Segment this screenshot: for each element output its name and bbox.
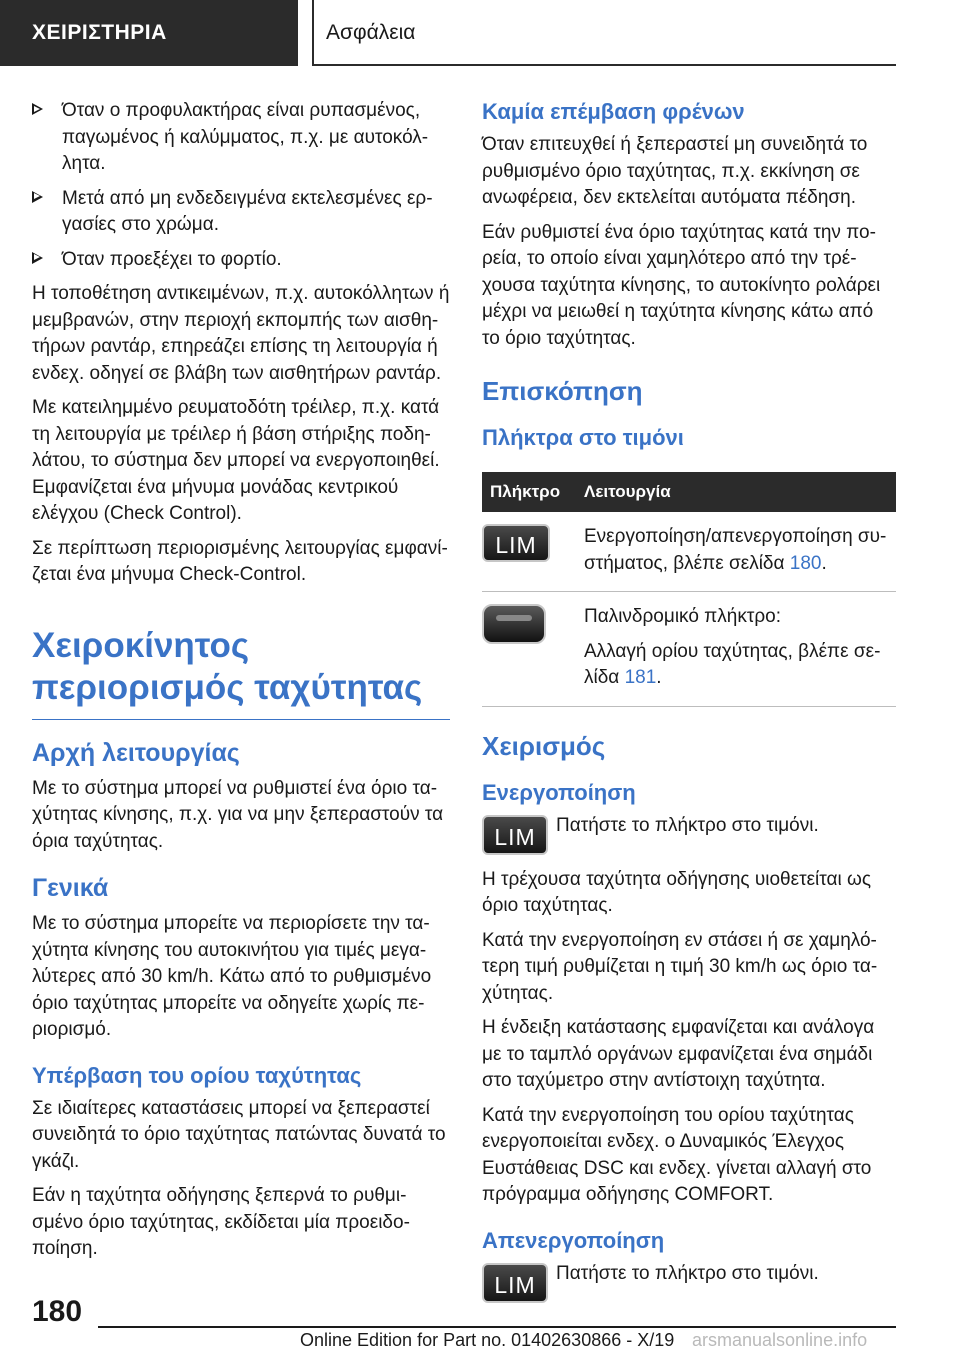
section-heading-general: Γενικά — [32, 874, 109, 902]
paragraph: Κατά την ενεργοποίηση του ορίου ταχύτητας ενεργοποιείται ενδεχ. ο Δυναμικός Έλεγχος Ευστάθειας DSC και ενδεχ. γίνεται αλλαγή στο πρόγραμμα οδήγησης COMFORT. — [482, 1104, 872, 1205]
paragraph: Εάν ρυθμιστεί ένα όριο ταχύτητας κατά την πορεία, το οποίο είναι χαμηλότερο από την τρέχουσα ταχύτητα κίνησης, το αυτοκίνητο ρολάρει μέχρι να μειωθεί η ταχύτητα κίνησης κάτω από το όριο ταχύτητας. — [482, 221, 881, 349]
triangle-bullet-icon — [32, 191, 43, 203]
paragraph: Η τοποθέτηση αντικειμένων, π.χ. αυτοκόλλητων ή μεμβρανών, στην περιοχή εκπομπής των αισθητήρων ραντάρ, επηρεάζει επίσης τη λειτουργία ή ενδεχ. οδηγεί σε βλάβη των αισθητήρων ραντάρ. — [32, 283, 450, 384]
section-title: ΧΕΙΡΙΣΤΗΡΙΑ — [0, 0, 298, 66]
table-header-row — [482, 472, 896, 512]
paragraph: Σε ιδιαίτερες καταστάσεις μπορεί να ξεπεραστεί συνειδητά το όριο ταχύτητας πατώντας δυνατά το γκάζι. — [32, 1097, 446, 1172]
instruction-text: Πατήστε το πλήκτρο στο τιμόνι. — [556, 1262, 819, 1284]
left-column — [32, 98, 450, 1271]
triangle-bullet-icon — [32, 103, 43, 115]
page-header — [0, 0, 960, 66]
cell-text-end: . — [656, 667, 662, 688]
cell-text: Ενεργοποίηση/απενεργοποίηση συστήματος, βλέπε σελίδα — [584, 526, 887, 574]
paragraph: Όταν επιτευχθεί ή ξεπεραστεί μη συνειδητά το ρυθμισμένο όριο ταχύτητας, π.χ. εκκίνηση σε ανωφέρεια, δεν εκτελείται αυτόματα πέδηση. — [482, 134, 868, 208]
page-number: 180 — [32, 1295, 83, 1328]
page-link[interactable]: 181 — [624, 667, 657, 688]
table-row — [482, 592, 896, 707]
section-heading-principle: Αρχή λειτουργίας — [32, 738, 240, 767]
footer-divider — [98, 1326, 896, 1328]
bullet-item — [32, 98, 450, 178]
paragraph: Σε περίπτωση περιορισμένης λειτουργίας εμφανίζεται ένα μήνυμα Check-Control. — [32, 537, 448, 585]
paragraph: Με το σύστημα μπορείτε να περιορίσετε την ταχύτητα κίνησης του αυτοκινήτου για τιμές μεγαλύτερες από 30 km/h. Κάτω από το ρυθμισμένο όριο ταχύτητας μπορείτε να οδηγείτε χωρίς περιορισμό. — [32, 913, 432, 1040]
activation-instruction — [482, 813, 896, 855]
table-cell-function — [576, 512, 896, 592]
edition-text: Online Edition for Part no. 01402630866 - X/19 — [300, 1330, 675, 1350]
watermark-text: arsmanualsonline.info — [692, 1330, 868, 1350]
cell-text: Αλλαγή ορίου ταχύτητας, βλέπε σελίδα — [584, 640, 881, 688]
bullet-item — [32, 247, 450, 274]
subsection-heading-exceed: Υπέρβαση του ορίου ταχύτητας — [32, 1062, 362, 1088]
paragraph: Με το σύστημα μπορεί να ρυθμιστεί ένα όριο ταχύτητας κίνησης, π.χ. για να μην ξεπεραστούν τα όρια ταχύτητας. — [32, 777, 444, 852]
paragraph: Με κατειλημμένο ρευματοδότη τρέιλερ, π.χ. κατά τη λειτουργία με τρέιλερ ή βάση στήριξης ποδηλάτου, το σύστημα δεν μπορεί να ενεργοποιηθεί. Εμφανίζεται ένα μήνυμα μονάδας κεντρικού ελέγχου (Check Control). — [32, 397, 440, 524]
rocker-switch-icon — [482, 604, 546, 644]
instruction-text: Πατήστε το πλήκτρο στο τιμόνι. — [556, 814, 819, 836]
table-header-function: Λειτουργία — [576, 472, 896, 512]
right-column — [482, 98, 896, 1315]
section-heading-operation: Χειρισμός — [482, 730, 606, 761]
paragraph: Κατά την ενεργοποίηση εν στάσει ή σε χαμηλότερη τιμή ρυθμίζεται η τιμή 30 km/h ως όριο ταχύτητας. — [482, 929, 878, 1004]
table-cell-key — [482, 512, 576, 592]
triangle-bullet-icon — [32, 252, 43, 264]
paragraph: Εάν η ταχύτητα οδήγησης ξεπερνά το ρυθμισμένο όριο ταχύτητας, εκδίδεται μία προειδοποίηση. — [32, 1185, 410, 1259]
table-cell-key — [482, 592, 576, 707]
table-cell-function — [576, 592, 896, 707]
subsection-heading-activation: Ενεργοποίηση — [482, 779, 636, 805]
lim-button-icon: LIM — [482, 815, 548, 855]
paragraph: Η τρέχουσα ταχύτητα οδήγησης υιοθετείται ως όριο ταχύτητας. — [482, 868, 871, 916]
chapter-heading: Χειροκίνητος περιορισμός ταχύτητας — [32, 625, 450, 720]
cell-text-end: . — [821, 552, 827, 574]
cell-text-block — [584, 639, 888, 692]
buttons-table — [482, 472, 896, 707]
table-header-key: Πλήκτρο — [482, 472, 576, 512]
paragraph: Η ένδειξη κατάστασης εμφανίζεται και ανάλογα με το ταμπλό οργάνων εμφανίζεται ένα σημάδι στο ταχύμετρο στην αντίστοιχη ταχύτητα. — [482, 1017, 875, 1091]
bullet-text: Μετά από μη ενδεδειγμένα εκτελεσμένες εργασίες στο χρώμα. — [62, 187, 433, 235]
deactivation-instruction — [482, 1261, 896, 1303]
bullet-item — [32, 186, 450, 239]
cell-text: Παλινδρομικό πλήκτρο: — [584, 606, 781, 627]
lim-button-icon: LIM — [482, 524, 550, 562]
lim-button-icon: LIM — [482, 1263, 548, 1303]
bullet-text: Όταν προεξέχει το φορτίο. — [62, 248, 282, 270]
bullet-text: Όταν ο προφυλακτήρας είναι ρυπασμένος, παγωμένος ή καλύμματος, π.χ. με αυτοκόλλητα. — [62, 100, 429, 174]
chapter-title: Ασφάλεια — [312, 0, 896, 66]
subsection-heading-deactivation: Απενεργοποίηση — [482, 1227, 665, 1253]
table-row — [482, 512, 896, 592]
subsection-heading-buttons: Πλήκτρα στο τιμόνι — [482, 425, 684, 450]
section-heading-overview: Επισκόπηση — [482, 376, 643, 406]
subsection-heading-no-brake: Καμία επέμβαση φρένων — [482, 99, 745, 124]
page-link[interactable]: 180 — [789, 552, 822, 574]
